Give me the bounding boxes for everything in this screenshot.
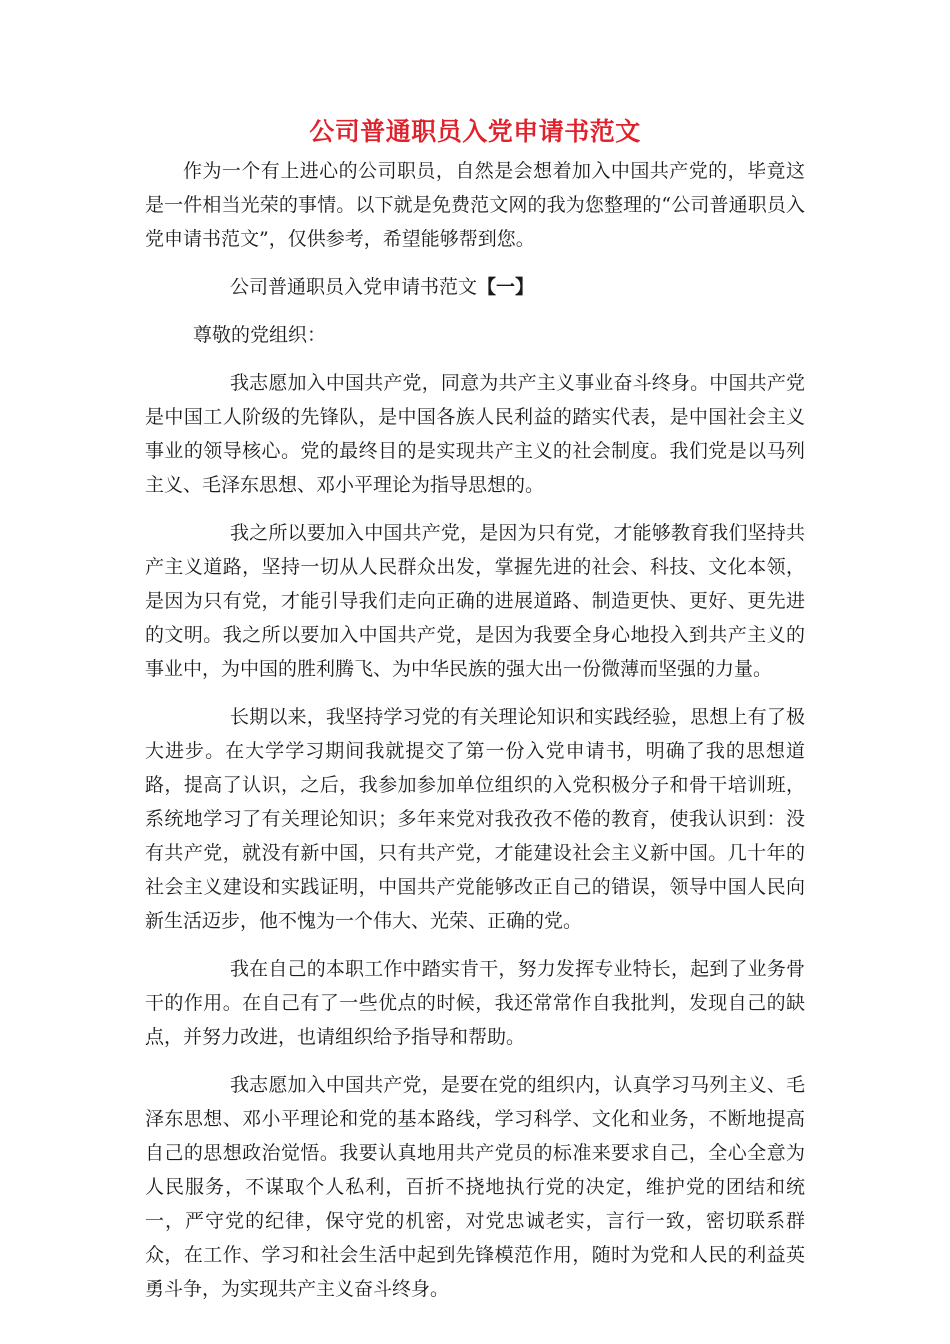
body-paragraph-4: 我在自己的本职工作中踏实肯干，努力发挥专业特长，起到了业务骨干的作用。在自己有了一些优点的时候，我还常常作自我批判，发现自己的缺点，并努力改进，也请组织给予指导和帮助。 xyxy=(145,958,805,1048)
body-paragraph-1: 我志愿加入中国共产党，同意为共产主义事业奋斗终身。中国共产党是中国工人阶级的先锋队，是中国各族人民利益的踏实代表，是中国社会主义事业的领导核心。党的最终目的是实现共产主义的社会制度。我们党是以马列主义、毛泽东思想、邓小平理论为指导思想的。 xyxy=(145,372,805,496)
body-paragraph-3: 长期以来，我坚持学习党的有关理论知识和实践经验，思想上有了极大进步。在大学学习期间我就提交了第一份入党申请书，明确了我的思想道路，提高了认识，之后，我参加参加单位组织的入党积极分子和骨干培训班，系统地学习了有关理论知识；多年来党对我孜孜不倦的教育，使我认识到：没有共产党，就没有新中国，只有共产党，才能建设社会主义新中国。几十年的社会主义建设和实践证明，中国共产党能够改正自己的错误，领导中国人民向新生活迈步，他不愧为一个伟大、光荣、正确的党。 xyxy=(145,706,805,932)
intro-paragraph: 作为一个有上进心的公司职员，自然是会想着加入中国共产党的，毕竟这是一件相当光荣的事情。以下就是免费范文网的我为您整理的“公司普通职员入党申请书范文”，仅供参考，希望能够帮到您。 xyxy=(145,160,805,250)
document-title: 公司普通职员入党申请书范文 xyxy=(309,117,641,146)
subheading-bracket: 【一】 xyxy=(477,276,535,298)
document-body xyxy=(145,154,805,1320)
body-paragraph-5: 我志愿加入中国共产党，是要在党的组织内，认真学习马列主义、毛泽东思想、邓小平理论和党的基本路线，学习科学、文化和业务，不断地提高自己的思想政治觉悟。我要认真地用共产党员的标准来要求自己，全心全意为人民服务，不谋取个人私利，百折不挠地执行党的决定，维护党的团结和统一，严守党的纪律，保守党的机密，对党忠诚老实，言行一致，密切联系群众，在工作、学习和社会生活中起到先锋模范作用，随时为党和人民的利益英勇斗争，为实现共产主义奋斗终身。 xyxy=(145,1074,805,1300)
body-paragraph-2: 我之所以要加入中国共产党，是因为只有党，才能够教育我们坚持共产主义道路，坚持一切从人民群众出发，掌握先进的社会、科技、文化本领，是因为只有党，才能引导我们走向正确的进展道路、制造更快、更好、更先进的文明。我之所以要加入中国共产党，是因为我要全身心地投入到共产主义的事业中，为中国的胜利腾飞、为中华民族的强大出一份微薄而坚强的力量。 xyxy=(145,522,805,680)
salutation: 尊敬的党组织： xyxy=(193,324,327,346)
section-subheading xyxy=(230,270,805,304)
subheading-text: 公司普通职员入党申请书范文 xyxy=(230,276,478,298)
